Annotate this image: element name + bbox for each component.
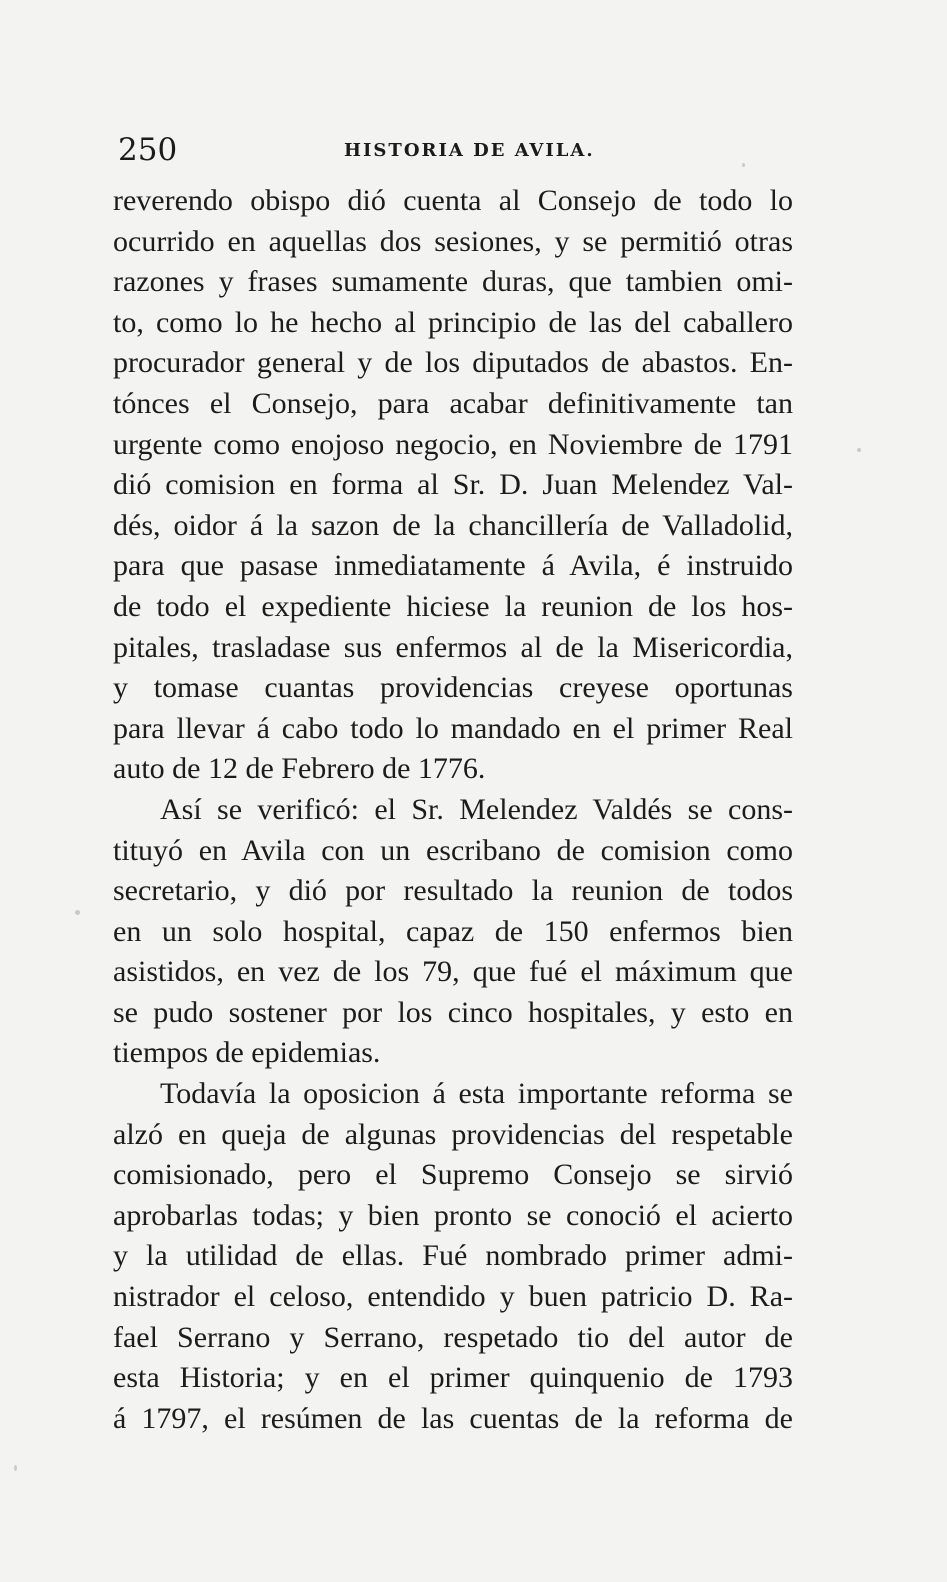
text-line: aprobarlas todas; y bien pronto se conoció el acierto: [113, 1198, 793, 1232]
paragraph-start-line: Todavía la oposicion á esta importante reforma se: [160, 1077, 793, 1111]
text-line: nistrador el celoso, entendido y buen patricio D. Ra-: [113, 1280, 793, 1314]
text-line: y la utilidad de ellas. Fué nombrado primer admi-: [113, 1239, 793, 1273]
paragraph-start-line: Así se verificó: el Sr. Melendez Valdés se cons-: [160, 792, 793, 826]
text-line: urgente como enojoso negocio, en Noviembre de 1791: [113, 427, 793, 461]
text-line: á 1797, el resúmen de las cuentas de la reforma de: [113, 1401, 793, 1435]
text-line: ocurrido en aquellas dos sesiones, y se permitió otras: [113, 224, 793, 258]
text-line: y tomase cuantas providencias creyese oportunas: [113, 671, 793, 705]
text-line: reverendo obispo dió cuenta al Consejo de todo lo: [113, 184, 793, 217]
text-line: en un solo hospital, capaz de 150 enfermos bien: [113, 914, 793, 948]
body-text: [113, 181, 793, 1439]
text-line: tituyó en Avila con un escribano de comision como: [113, 833, 793, 867]
text-line: tiempos de epidemias.: [113, 1036, 381, 1070]
text-line: alzó en queja de algunas providencias del respetable: [113, 1117, 793, 1151]
paper-speck: [857, 448, 861, 452]
text-line: de todo el expediente hiciese la reunion de los hos-: [113, 589, 793, 623]
page-header: [118, 130, 790, 170]
text-line: dés, oidor á la sazon de la chancillería de Valladolid,: [113, 508, 793, 542]
text-line: tónces el Consejo, para acabar definitivamente tan: [113, 386, 793, 420]
text-line: procurador general y de los diputados de abastos. En-: [113, 346, 793, 380]
text-line: dió comision en forma al Sr. D. Juan Melendez Val-: [113, 468, 793, 502]
running-title: HISTORIA DE AVILA.: [344, 140, 595, 161]
text-line: auto de 12 de Febrero de 1776.: [113, 752, 486, 786]
page-number: 250: [118, 132, 178, 168]
text-line: razones y frases sumamente duras, que tambien omi-: [113, 265, 793, 299]
paper-speck: [14, 1465, 17, 1471]
text-line: comisionado, pero el Supremo Consejo se sirvió: [113, 1158, 793, 1192]
text-line: fael Serrano y Serrano, respetado tio del autor de: [113, 1320, 793, 1354]
text-line: esta Historia; y en el primer quinquenio de 1793: [113, 1361, 793, 1395]
text-line: se pudo sostener por los cinco hospitales, y esto en: [113, 995, 793, 1029]
text-line: para que pasase inmediatamente á Avila, é instruido: [113, 549, 793, 583]
text-line: pitales, trasladase sus enfermos al de la Misericordia,: [113, 630, 793, 664]
paper-speck: [75, 910, 80, 915]
paper-speck: [742, 163, 745, 167]
text-line: asistidos, en vez de los 79, que fué el máximum que: [113, 955, 793, 989]
text-line: para llevar á cabo todo lo mandado en el primer Real: [113, 711, 793, 745]
text-line: to, como lo he hecho al principio de las del caballero: [113, 305, 793, 339]
text-line: secretario, y dió por resultado la reunion de todos: [113, 874, 793, 908]
